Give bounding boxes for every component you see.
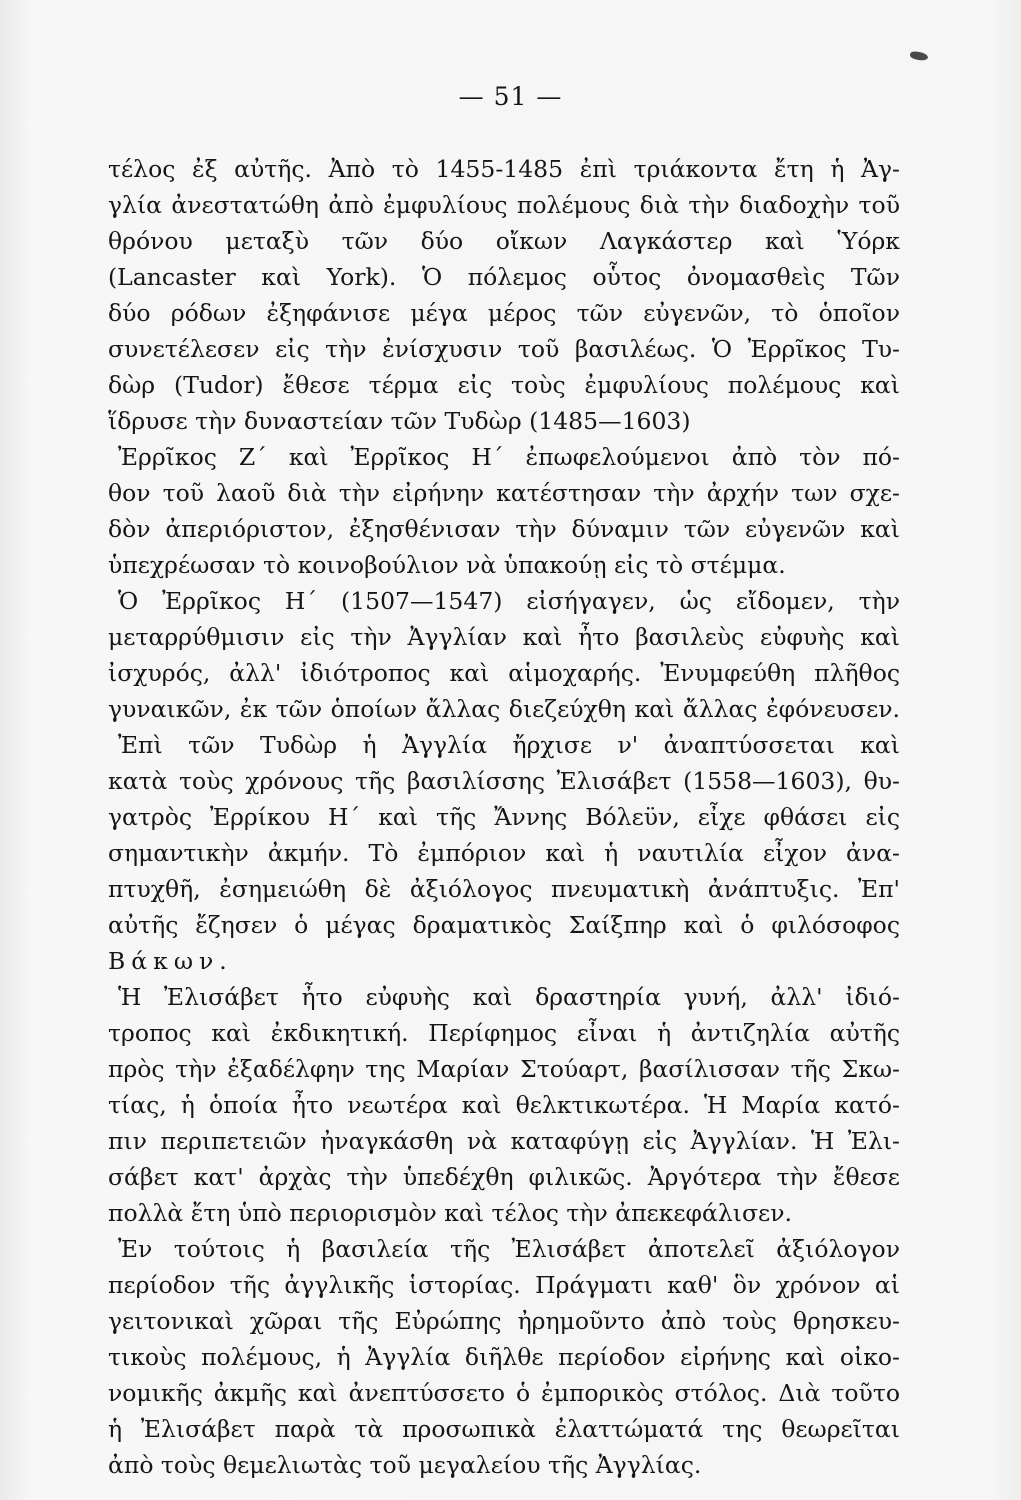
text-line-22: αὐτῆς ἔζησεν ὁ μέγας δραματικὸς Σαίξπηρ καὶ ὁ φιλόσοφος (108, 911, 900, 939)
ink-blot (910, 51, 929, 61)
text-line-7: δὼρ (Tudor) ἔθεσε τέρμα εἰς τοὺς ἐμφυλίους πολέμους καὶ (108, 371, 900, 399)
text-line-10: θον τοῦ λαοῦ διὰ τὴν εἰρήνην κατέστησαν τὴν ἀρχήν των σχε- (108, 479, 900, 507)
text-line-9: Ἐρρῖκος Ζ΄ καὶ Ἐρρῖκος Η΄ ἐπωφελούμενοι ἀπὸ τὸν πό- (118, 443, 900, 471)
text-line-29: σάβετ κατ' ἀρχὰς τὴν ὑπεδέχθη φιλικῶς. Ἀργότερα τὴν ἔθεσε (108, 1163, 900, 1191)
text-line-25: τροπος καὶ ἐκδικητική. Περίφημος εἶναι ἡ ἀντιζηλία αὐτῆς (108, 1019, 900, 1047)
text-line-4: (Lancaster καὶ York). Ὁ πόλεμος οὗτος ὀνομασθεὶς Τῶν (108, 263, 900, 291)
text-line-12: ὑπεχρέωσαν τὸ κοινοβούλιον νὰ ὑπακούῃ εἰς τὸ στέμμα. (108, 551, 786, 579)
text-line-13: Ὁ Ἐρρῖκος Η΄ (1507—1547) εἰσήγαγεν, ὡς εἴδομεν, τὴν (118, 587, 900, 615)
text-line-16: γυναικῶν, ἐκ τῶν ὁποίων ἄλλας διεζεύχθη καὶ ἄλλας ἐφόνευσεν. (108, 695, 900, 723)
text-line-5: δύο ρόδων ἐξηφάνισε μέγα μέρος τῶν εὐγενῶν, τὸ ὁποῖον (108, 299, 900, 327)
text-line-15: ἰσχυρός, ἀλλ' ἰδιότροπος καὶ αἱμοχαρής. Ἐνυμφεύθη πλῆθος (108, 659, 900, 687)
text-line-28: πιν περιπετειῶν ἠναγκάσθη νὰ καταφύγῃ εἰς Ἀγγλίαν. Ἡ Ἐλι- (108, 1127, 900, 1155)
text-line-32: περίοδον τῆς ἀγγλικῆς ἱστορίας. Πράγματι καθ' ὃν χρόνον αἱ (108, 1271, 900, 1299)
text-line-11: δὸν ἀπεριόριστον, ἐξησθένισαν τὴν δύναμιν τῶν εὐγενῶν καὶ (108, 515, 900, 543)
text-line-23: Βάκων. (108, 947, 233, 975)
page-number: — 51 — (458, 82, 563, 111)
text-line-24: Ἡ Ἐλισάβετ ἦτο εὐφυὴς καὶ δραστηρία γυνή, ἀλλ' ἰδιό- (118, 983, 900, 1011)
text-line-20: σημαντικὴν ἀκμήν. Τὸ ἐμπόριον καὶ ἡ ναυτιλία εἶχον ἀνα- (108, 839, 900, 867)
text-line-34: τικοὺς πολέμους, ἡ Ἀγγλία διῆλθε περίοδον εἰρήνης καὶ οἰκο- (108, 1343, 900, 1371)
text-line-27: τίας, ἡ ὁποία ἦτο νεωτέρα καὶ θελκτικωτέρα. Ἡ Μαρία κατό- (108, 1091, 900, 1119)
text-line-2: γλία ἀνεστατώθη ἀπὸ ἐμφυλίους πολέμους διὰ τὴν διαδοχὴν τοῦ (108, 191, 900, 219)
text-line-26: πρὸς τὴν ἐξαδέλφην της Μαρίαν Στούαρτ, βασίλισσαν τῆς Σκω- (108, 1055, 900, 1083)
text-line-17: Ἐπὶ τῶν Τυδὼρ ἡ Ἀγγλία ἤρχισε ν' ἀναπτύσσεται καὶ (118, 731, 900, 759)
text-line-1: τέλος ἐξ αὐτῆς. Ἀπὸ τὸ 1455-1485 ἐπὶ τριάκοντα ἔτη ἡ Ἀγ- (108, 155, 900, 183)
text-line-6: συνετέλεσεν εἰς τὴν ἐνίσχυσιν τοῦ βασιλέως. Ὁ Ἐρρῖκος Τυ- (108, 335, 900, 363)
text-line-18: κατὰ τοὺς χρόνους τῆς βασιλίσσης Ἐλισάβετ (1558—1603), θυ- (108, 767, 900, 795)
text-line-36: ἡ Ἐλισάβετ παρὰ τὰ προσωπικὰ ἐλαττώματά της θεωρεῖται (108, 1415, 900, 1443)
text-line-8: ἵδρυσε τὴν δυναστείαν τῶν Τυδὼρ (1485—1603) (108, 407, 691, 435)
text-line-21: πτυχθῆ, ἐσημειώθη δὲ ἀξιόλογος πνευματικὴ ἀνάπτυξις. Ἐπ' (108, 875, 900, 903)
text-line-31: Ἐν τούτοις ἡ βασιλεία τῆς Ἐλισάβετ ἀποτελεῖ ἀξιόλογον (118, 1235, 900, 1263)
text-line-37: ἀπὸ τοὺς θεμελιωτὰς τοῦ μεγαλείου τῆς Ἀγγλίας. (108, 1451, 702, 1479)
text-line-3: θρόνου μεταξὺ τῶν δύο οἴκων Λαγκάστερ καὶ Ὑόρκ (108, 227, 900, 255)
text-line-14: μεταρρύθμισιν εἰς τὴν Ἀγγλίαν καὶ ἦτο βασιλεὺς εὐφυὴς καὶ (108, 623, 900, 651)
text-line-33: γειτονικαὶ χῶραι τῆς Εὐρώπης ἠρημοῦντο ἀπὸ τοὺς θρησκευ- (108, 1307, 900, 1335)
text-line-30: πολλὰ ἔτη ὑπὸ περιορισμὸν καὶ τέλος τὴν ἀπεκεφάλισεν. (108, 1199, 792, 1227)
text-line-35: νομικῆς ἀκμῆς καὶ ἀνεπτύσσετο ὁ ἐμπορικὸς στόλος. Διὰ τοῦτο (108, 1379, 900, 1407)
text-line-19: γατρὸς Ἐρρίκου Η΄ καὶ τῆς Ἄννης Βόλεϋν, εἶχε φθάσει εἰς (108, 803, 900, 831)
